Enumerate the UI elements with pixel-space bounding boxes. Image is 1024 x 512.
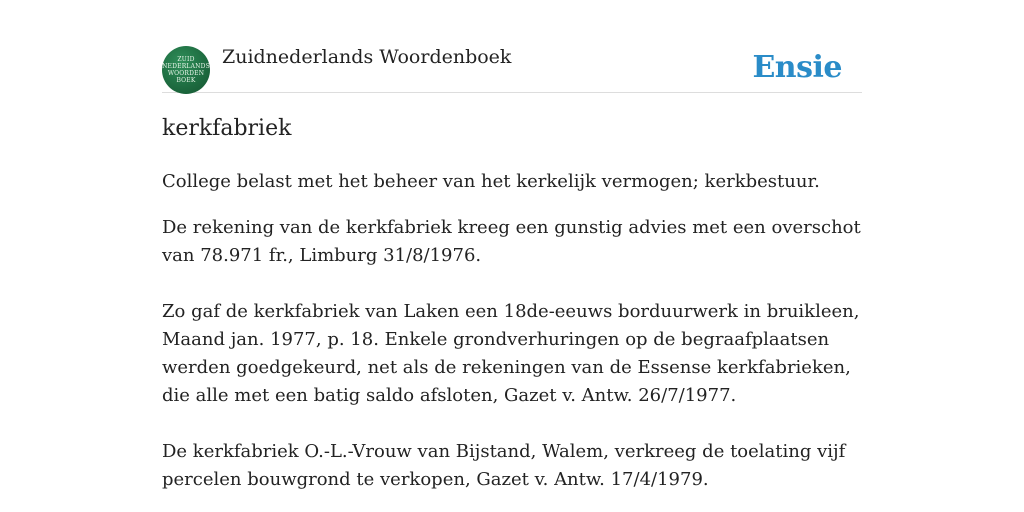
logo-text-line: WOORDEN [167,70,205,77]
site-header [162,44,862,93]
logo-text-line: BOEK [176,77,196,84]
entry-example: De rekening van de kerkfabriek kreeg een gunstig advies met een overschot van 78.971 fr., Limburg 31/8/1976. [162,217,861,266]
entry-example: De kerkfabriek O.-L.-Vrouw van Bijstand, Walem, verkreeg de toelating vijf percelen bouwgrond te verkopen, Gazet v. Antw. 17/4/1979. [162,441,846,490]
entry-example: Zo gaf de kerkfabriek van Laken een 18de-eeuws borduurwerk in bruikleen, Maand jan. 1977, p. 18. Enkele grondverhuringen op de begraafplaatsen werden goedgekeurd, net als de rekeningen van de Essense kerkfabrieken, die alle met een batig saldo afsloten, Gazet v. Antw. 26/7/1977. [162,301,860,406]
dictionary-logo-icon[interactable] [162,46,210,94]
entry-definition: College belast met het beheer van het kerkelijk vermogen; kerkbestuur. [162,171,820,192]
page-title: kerkfabriek [162,116,292,141]
logo-text-line: ZUID [177,56,195,63]
logo-text-line: NEDERLANDS [162,63,210,70]
dictionary-name-link[interactable]: Zuidnederlands Woordenboek [222,46,512,68]
brand-logo[interactable]: Ensie [752,50,842,85]
entry-content [162,168,862,512]
